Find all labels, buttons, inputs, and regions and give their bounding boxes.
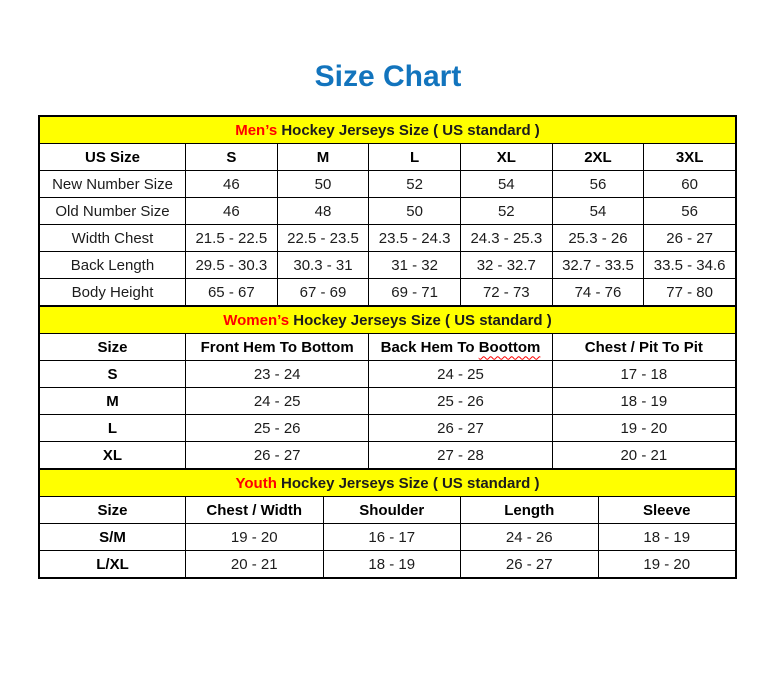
womens-column-header: Back Hem To Boottom	[369, 334, 552, 361]
misspelled-word: Boottom	[478, 338, 541, 356]
mens-banner	[40, 117, 736, 144]
womens-table-row	[40, 415, 736, 442]
womens-cell-value: 26 - 27	[186, 442, 369, 469]
mens-table-row	[40, 252, 736, 279]
womens-table-row	[40, 361, 736, 388]
mens-cell-value: 54	[552, 198, 644, 225]
womens-row-label: M	[40, 388, 186, 415]
youth-banner	[40, 470, 736, 497]
mens-row-label: Body Height	[40, 279, 186, 306]
mens-cell-value: 46	[186, 198, 278, 225]
mens-banner-row	[40, 117, 736, 144]
womens-cell-value: 18 - 19	[552, 388, 735, 415]
mens-cell-value: 72 - 73	[460, 279, 552, 306]
womens-cell-value: 24 - 25	[186, 388, 369, 415]
womens-banner-row	[40, 307, 736, 334]
mens-cell-value: 26 - 27	[644, 225, 736, 252]
mens-cell-value: 50	[277, 171, 369, 198]
youth-cell-value: 20 - 21	[186, 551, 324, 578]
youth-column-header: Shoulder	[323, 497, 461, 524]
mens-column-header: US Size	[40, 144, 186, 171]
womens-cell-value: 24 - 25	[369, 361, 552, 388]
mens-cell-value: 56	[644, 198, 736, 225]
mens-table-row	[40, 171, 736, 198]
womens-row-label: S	[40, 361, 186, 388]
womens-cell-value: 27 - 28	[369, 442, 552, 469]
page-title: Size Chart	[314, 60, 462, 93]
youth-cell-value: 24 - 26	[461, 524, 599, 551]
mens-table-row	[40, 198, 736, 225]
mens-cell-value: 52	[460, 198, 552, 225]
mens-cell-value: 24.3 - 25.3	[460, 225, 552, 252]
womens-row-label: L	[40, 415, 186, 442]
mens-cell-value: 67 - 69	[277, 279, 369, 306]
womens-cell-value: 25 - 26	[369, 388, 552, 415]
youth-column-header: Size	[40, 497, 186, 524]
mens-cell-value: 25.3 - 26	[552, 225, 644, 252]
youth-cell-value: 18 - 19	[598, 524, 736, 551]
youth-row-label: S/M	[40, 524, 186, 551]
mens-column-header: M	[277, 144, 369, 171]
mens-cell-value: 48	[277, 198, 369, 225]
womens-row-label: XL	[40, 442, 186, 469]
mens-row-label: Old Number Size	[40, 198, 186, 225]
mens-cell-value: 74 - 76	[552, 279, 644, 306]
womens-column-header: Front Hem To Bottom	[186, 334, 369, 361]
mens-column-header: L	[369, 144, 461, 171]
womens-banner-highlight: Women’s	[223, 311, 290, 329]
youth-column-header: Length	[461, 497, 599, 524]
mens-size-table	[39, 116, 736, 306]
womens-cell-value: 19 - 20	[552, 415, 735, 442]
mens-cell-value: 50	[369, 198, 461, 225]
womens-banner	[40, 307, 736, 334]
mens-column-header: 3XL	[644, 144, 736, 171]
womens-cell-value: 20 - 21	[552, 442, 735, 469]
youth-banner-text: Hockey Jerseys Size ( US standard )	[276, 474, 540, 492]
mens-cell-value: 69 - 71	[369, 279, 461, 306]
womens-cell-value: 23 - 24	[186, 361, 369, 388]
youth-banner-highlight: Youth	[235, 474, 277, 492]
mens-cell-value: 65 - 67	[186, 279, 278, 306]
youth-cell-value: 19 - 20	[598, 551, 736, 578]
mens-cell-value: 30.3 - 31	[277, 252, 369, 279]
youth-cell-value: 18 - 19	[323, 551, 461, 578]
size-chart-tables	[38, 115, 737, 579]
mens-cell-value: 56	[552, 171, 644, 198]
mens-cell-value: 46	[186, 171, 278, 198]
youth-table-row	[40, 524, 736, 551]
mens-cell-value: 22.5 - 23.5	[277, 225, 369, 252]
mens-row-label: Width Chest	[40, 225, 186, 252]
mens-cell-value: 21.5 - 22.5	[186, 225, 278, 252]
youth-cell-value: 19 - 20	[186, 524, 324, 551]
youth-column-header: Chest / Width	[186, 497, 324, 524]
mens-cell-value: 77 - 80	[644, 279, 736, 306]
mens-cell-value: 52	[369, 171, 461, 198]
youth-row-label: L/XL	[40, 551, 186, 578]
youth-cell-value: 26 - 27	[461, 551, 599, 578]
youth-header-row	[40, 497, 736, 524]
youth-banner-row	[40, 470, 736, 497]
womens-banner-text: Hockey Jerseys Size ( US standard )	[289, 311, 552, 329]
womens-cell-value: 17 - 18	[552, 361, 735, 388]
womens-table-row	[40, 442, 736, 469]
mens-cell-value: 23.5 - 24.3	[369, 225, 461, 252]
mens-row-label: New Number Size	[40, 171, 186, 198]
youth-table-row	[40, 551, 736, 578]
mens-column-header: S	[186, 144, 278, 171]
youth-size-table	[39, 469, 736, 578]
mens-table-row	[40, 279, 736, 306]
womens-cell-value: 26 - 27	[369, 415, 552, 442]
mens-header-row	[40, 144, 736, 171]
mens-cell-value: 60	[644, 171, 736, 198]
womens-column-header: Chest / Pit To Pit	[552, 334, 735, 361]
mens-cell-value: 33.5 - 34.6	[644, 252, 736, 279]
mens-cell-value: 54	[460, 171, 552, 198]
mens-column-header: 2XL	[552, 144, 644, 171]
mens-table-row	[40, 225, 736, 252]
mens-cell-value: 29.5 - 30.3	[186, 252, 278, 279]
mens-row-label: Back Length	[40, 252, 186, 279]
womens-header-row	[40, 334, 736, 361]
mens-cell-value: 32.7 - 33.5	[552, 252, 644, 279]
mens-banner-highlight: Men’s	[235, 121, 278, 139]
womens-column-header: Size	[40, 334, 186, 361]
mens-cell-value: 32 - 32.7	[460, 252, 552, 279]
womens-table-row	[40, 388, 736, 415]
youth-column-header: Sleeve	[598, 497, 736, 524]
mens-cell-value: 31 - 32	[369, 252, 461, 279]
womens-size-table	[39, 306, 736, 469]
womens-cell-value: 25 - 26	[186, 415, 369, 442]
youth-cell-value: 16 - 17	[323, 524, 461, 551]
mens-column-header: XL	[460, 144, 552, 171]
mens-banner-text: Hockey Jerseys Size ( US standard )	[277, 121, 540, 139]
